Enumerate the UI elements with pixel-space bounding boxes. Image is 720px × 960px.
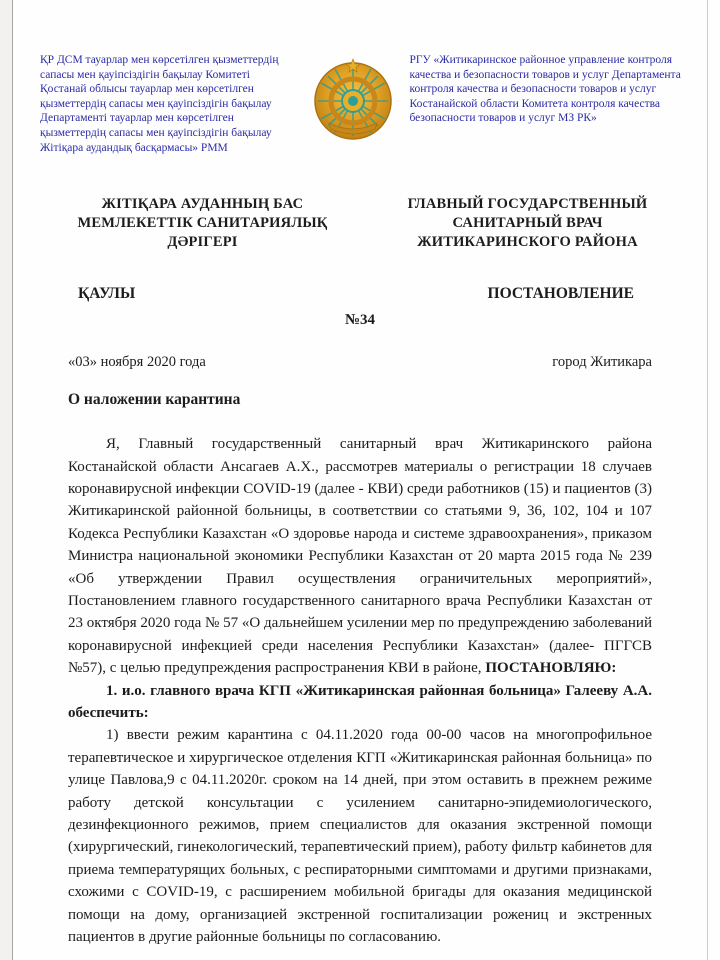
state-emblem-icon xyxy=(307,53,399,143)
document-body xyxy=(0,433,720,948)
scan-edge-left xyxy=(12,0,13,960)
document-number: №34 xyxy=(344,312,376,329)
doc-type-russian: ПОСТАНОВЛЕНИЕ xyxy=(487,285,634,303)
document-date: «03» ноября 2020 года xyxy=(68,354,206,371)
doc-type-kazakh: ҚАУЛЫ xyxy=(78,285,136,303)
scan-margin xyxy=(0,0,12,960)
resolve-word: ПОСТАНОВЛЯЮ: xyxy=(485,660,617,677)
document-city: город Житикара xyxy=(552,354,652,371)
org-name-russian: РГУ «Житикаринское районное управление контроля качества и безопасности товаров и услуг Департамента контроля качества и безопасности товаров и услуг Костанайской области Комитета контроля качества безопасности товаров и услуг МЗ РК» xyxy=(409,54,681,125)
document-subject: О наложении карантина xyxy=(68,391,241,409)
item-1-heading: 1. и.о. главного врача КГП «Житикаринская районная больница» Галееву А.А. обеспечить: xyxy=(68,682,652,722)
letterhead xyxy=(0,0,720,155)
scan-edge-right xyxy=(707,0,708,960)
institution-titles xyxy=(0,195,720,252)
kazakhstan-emblem-icon xyxy=(309,55,397,143)
preamble-paragraph xyxy=(68,433,652,679)
item-1-subitem-1: 1) ввести режим карантина с 04.11.2020 года 00-00 часов на многопрофильное терапевтическое и хирургическое отделения КГП «Житикаринская районная больница» по улице Павлова,9 с 04.11.2020г. сроком на 14 дней, при этом оставить в прежнем режиме работу детской консультации с усилением санитарно-эпидемиологического, дезинфекционного режимов, прием специалистов для оказания экстренной помощи (хирургический, гинекологический, терапевтический прием), работу фильтр кабинетов для приема температурящих больных, с респираторными симптомами и другими признаками, схожими с COVID-19, с расширением мобильной бригады для оказания медицинской помощи на дому, организацией экстренной госпитализации рожениц и экстренных пациентов в другие районные больницы по согласованию. xyxy=(68,727,652,946)
date-city-row xyxy=(0,354,720,371)
document-type-row xyxy=(0,285,720,303)
org-name-kazakh: ҚР ДСМ тауарлар мен көрсетілген қызметтердің сапасы мен қауіпсіздігін бақылау Комитеті Қостанай облысы тауарлар мен көрсетілген қызметтердің сапасы мен қауіпсіздігін бақылау Департаменті тауарлар мен көрсетілген қызметтердің сапасы мен қауіпсіздігін бақылау Жітіқара аудандық басқармасы» РММ xyxy=(40,54,279,154)
preamble-text: Я, Главный государственный санитарный врач Житикаринского района Костанайской области Ансагаев А.Х., рассмотрев материалы о регистрации 18 случаев коронавирусной инфекции COVID-19 (далее - КВИ) среди работников (15) и пациентов (3) Житикаринской районной больницы, в соответствии со статьями 9, 36, 102, 104 и 107 Кодекса Республики Казахстан «О здоровье народа и системе здравоохранения», приказом Министра национальной экономики Республики Казахстан от 20 марта 2015 года № 239 «Об утверждении Правил осуществления ограничительных мероприятий», Постановлением главного государственного санитарного врача Республики Казахстан от 23 октября 2020 года № 57 «О дальнейшем усилении мер по предупреждению заболеваний коронавирусной инфекцией среди населения Республики Казахстан» (далее- ПГГСВ №57), с целью предупреждения распространения КВИ в районе, xyxy=(68,436,652,677)
title-kazakh: ЖІТІҚАРА АУДАННЫҢ БАС МЕМЛЕКЕТТІК САНИТАРИЯЛЫҚ ДӘРІГЕРІ xyxy=(77,196,328,251)
title-russian: ГЛАВНЫЙ ГОСУДАРСТВЕННЫЙ САНИТАРНЫЙ ВРАЧ ЖИТИКАРИНСКОГО РАЙОНА xyxy=(407,196,648,251)
